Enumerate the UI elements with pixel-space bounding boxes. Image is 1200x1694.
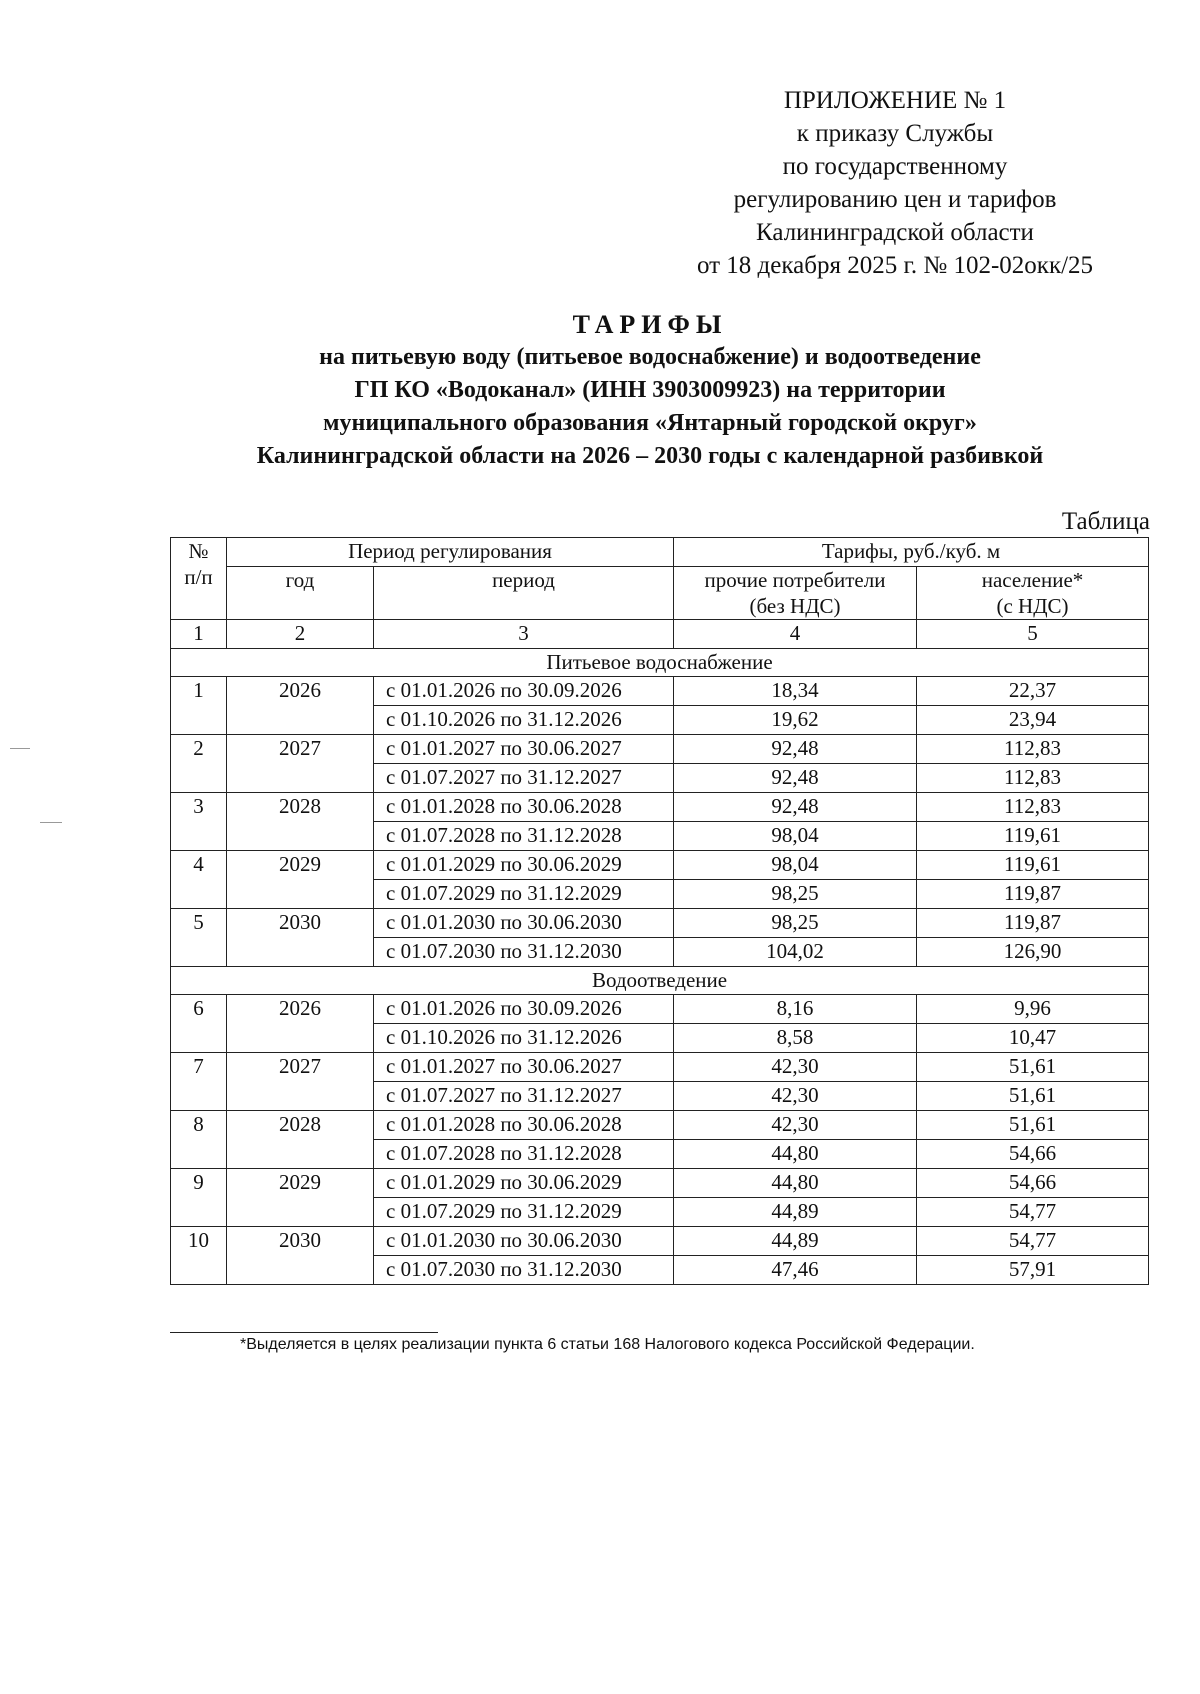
section-row [171,649,1149,677]
row-year-empty [227,706,374,735]
row-year: 2027 [227,735,374,764]
column-number: 4 [674,620,917,649]
row-number-empty [171,1082,227,1111]
row-tariff-others: 92,48 [674,735,917,764]
row-tariff-population: 119,87 [917,880,1149,909]
row-year: 2029 [227,1169,374,1198]
row-number-empty [171,822,227,851]
header-others-vat: (без НДС) [749,594,841,618]
table-row [171,938,1149,967]
title-heading: ТАРИФЫ [572,310,728,339]
footnote: *Выделяется в целях реализации пункта 6 статьи 168 Налогового кодекса Российской Федерации. [240,1336,975,1353]
row-period: с 01.07.2027 по 31.12.2027 [374,764,674,793]
header-tariff-group: Тарифы, руб./куб. м [674,538,1149,567]
table-row [171,1227,1149,1256]
row-tariff-population: 10,47 [917,1024,1149,1053]
row-tariff-population: 22,37 [917,677,1149,706]
row-tariff-population: 9,96 [917,995,1149,1024]
table-row [171,822,1149,851]
row-number: 4 [171,851,227,880]
column-number: 3 [374,620,674,649]
header-period-group: Период регулирования [227,538,674,567]
row-period: с 01.07.2029 по 31.12.2029 [374,880,674,909]
row-tariff-population: 57,91 [917,1256,1149,1285]
header-num-cell [171,538,227,620]
table-row [171,677,1149,706]
row-period: с 01.07.2029 по 31.12.2029 [374,1198,674,1227]
row-period: с 01.01.2030 по 30.06.2030 [374,909,674,938]
header-population: население* [981,568,1084,592]
table-row [171,909,1149,938]
row-tariff-population: 119,61 [917,822,1149,851]
table-row [171,1082,1149,1111]
row-number-empty [171,938,227,967]
table-row [171,1024,1149,1053]
row-tariff-others: 8,16 [674,995,917,1024]
row-year: 2029 [227,851,374,880]
table-row [171,851,1149,880]
row-tariff-population: 112,83 [917,793,1149,822]
row-number: 5 [171,909,227,938]
row-tariff-others: 19,62 [674,706,917,735]
row-number: 8 [171,1111,227,1140]
row-tariff-others: 98,25 [674,880,917,909]
header-num-2: п/п [184,565,213,589]
column-number: 1 [171,620,227,649]
tariff-body [171,649,1149,1285]
row-tariff-others: 44,80 [674,1140,917,1169]
row-number-empty [171,1140,227,1169]
row-tariff-others: 92,48 [674,764,917,793]
appendix-line: от 18 декабря 2025 г. № 102-02окк/25 [696,252,1094,279]
row-tariff-others: 92,48 [674,793,917,822]
row-tariff-population: 119,61 [917,851,1149,880]
table-label: Таблица [1061,508,1150,535]
title-line: ГП КО «Водоканал» (ИНН 3903009923) на территории [354,377,946,403]
row-tariff-population: 51,61 [917,1053,1149,1082]
row-tariff-others: 44,89 [674,1198,917,1227]
row-tariff-population: 54,66 [917,1140,1149,1169]
row-year: 2026 [227,677,374,706]
row-tariff-others: 18,34 [674,677,917,706]
table-row [171,1111,1149,1140]
row-year-empty [227,1082,374,1111]
row-tariff-others: 98,04 [674,822,917,851]
row-period: с 01.07.2027 по 31.12.2027 [374,1082,674,1111]
row-number: 6 [171,995,227,1024]
row-number-empty [171,1198,227,1227]
appendix-line: к приказу Службы [796,120,994,147]
row-tariff-population: 54,77 [917,1227,1149,1256]
row-period: с 01.01.2027 по 30.06.2027 [374,1053,674,1082]
table-row [171,1053,1149,1082]
row-tariff-population: 112,83 [917,735,1149,764]
title-line: на питьевую воду (питьевое водоснабжение) и водоотведение [319,344,981,370]
document-title [150,308,1150,473]
appendix-line: ПРИЛОЖЕНИЕ № 1 [783,87,1007,114]
scan-speck [40,822,62,823]
row-tariff-others: 47,46 [674,1256,917,1285]
header-year: год [227,567,374,620]
table-row [171,793,1149,822]
row-number-empty [171,880,227,909]
row-tariff-others: 44,80 [674,1169,917,1198]
column-number-row [171,620,1149,649]
section-title: Питьевое водоснабжение [171,649,1149,677]
row-period: с 01.07.2028 по 31.12.2028 [374,1140,674,1169]
column-number: 5 [917,620,1149,649]
row-tariff-population: 54,66 [917,1169,1149,1198]
row-year-empty [227,1024,374,1053]
row-year-empty [227,764,374,793]
title-line: муниципального образования «Янтарный городской округ» [323,410,977,436]
scan-speck [10,748,30,749]
row-period: с 01.01.2027 по 30.06.2027 [374,735,674,764]
row-number: 7 [171,1053,227,1082]
section-title: Водоотведение [171,967,1149,995]
row-period: с 01.01.2029 по 30.06.2029 [374,1169,674,1198]
table-row [171,735,1149,764]
row-number: 1 [171,677,227,706]
table-row [171,706,1149,735]
row-tariff-population: 119,87 [917,909,1149,938]
header-others: прочие потребители [704,568,886,592]
table-row [171,1256,1149,1285]
row-number-empty [171,1024,227,1053]
row-year-empty [227,1198,374,1227]
header-population-vat: (с НДС) [996,594,1069,618]
row-year-empty [227,1256,374,1285]
row-tariff-population: 54,77 [917,1198,1149,1227]
row-period: с 01.07.2030 по 31.12.2030 [374,1256,674,1285]
appendix-line: по государственному [782,153,1008,180]
footnote-divider [170,1332,438,1333]
header-others-cell [674,567,917,620]
row-tariff-population: 51,61 [917,1111,1149,1140]
row-number-empty [171,706,227,735]
row-tariff-others: 42,30 [674,1111,917,1140]
row-year: 2028 [227,1111,374,1140]
row-period: с 01.01.2028 по 30.06.2028 [374,1111,674,1140]
table-row [171,995,1149,1024]
row-year: 2030 [227,909,374,938]
row-year: 2030 [227,1227,374,1256]
table-row [171,1169,1149,1198]
appendix-line: Калининградской области [756,219,1034,246]
row-number-empty [171,1256,227,1285]
row-tariff-population: 23,94 [917,706,1149,735]
row-period: с 01.01.2026 по 30.09.2026 [374,995,674,1024]
row-period: с 01.01.2030 по 30.06.2030 [374,1227,674,1256]
row-year-empty [227,822,374,851]
row-tariff-others: 42,30 [674,1053,917,1082]
row-period: с 01.07.2028 по 31.12.2028 [374,822,674,851]
title-line: Калининградской области на 2026 – 2030 годы с календарной разбивкой [256,443,1044,469]
row-tariff-others: 98,25 [674,909,917,938]
row-year: 2026 [227,995,374,1024]
row-tariff-others: 42,30 [674,1082,917,1111]
row-number: 9 [171,1169,227,1198]
row-period: с 01.01.2029 по 30.06.2029 [374,851,674,880]
table-row [171,1198,1149,1227]
row-year: 2028 [227,793,374,822]
header-period: период [374,567,674,620]
row-number: 3 [171,793,227,822]
row-period: с 01.01.2028 по 30.06.2028 [374,793,674,822]
row-tariff-population: 126,90 [917,938,1149,967]
row-period: с 01.01.2026 по 30.09.2026 [374,677,674,706]
row-tariff-population: 51,61 [917,1082,1149,1111]
row-tariff-population: 112,83 [917,764,1149,793]
row-period: с 01.07.2030 по 31.12.2030 [374,938,674,967]
table-row [171,880,1149,909]
row-tariff-others: 44,89 [674,1227,917,1256]
row-year: 2027 [227,1053,374,1082]
header-population-cell [917,567,1149,620]
row-tariff-others: 8,58 [674,1024,917,1053]
row-tariff-others: 98,04 [674,851,917,880]
row-year-empty [227,880,374,909]
row-year-empty [227,1140,374,1169]
column-number: 2 [227,620,374,649]
row-year-empty [227,938,374,967]
header-num: № [188,539,209,563]
row-number-empty [171,764,227,793]
table-row [171,1140,1149,1169]
row-number: 2 [171,735,227,764]
appendix-block [640,84,1150,282]
section-row [171,967,1149,995]
row-period: с 01.10.2026 по 31.12.2026 [374,706,674,735]
header-row [171,567,1149,620]
row-number: 10 [171,1227,227,1256]
appendix-line: регулированию цен и тарифов [733,186,1057,213]
row-tariff-others: 104,02 [674,938,917,967]
tariffs-table [170,537,1149,1285]
header-row [171,538,1149,567]
table-row [171,764,1149,793]
row-period: с 01.10.2026 по 31.12.2026 [374,1024,674,1053]
